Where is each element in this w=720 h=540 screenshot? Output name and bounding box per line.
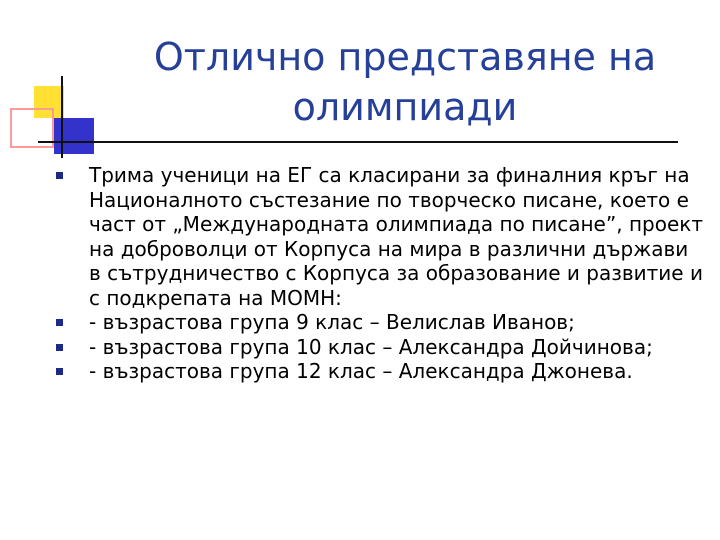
bullet-item xyxy=(54,163,704,310)
square-bullet-icon xyxy=(56,319,63,326)
title-divider-line xyxy=(38,141,678,143)
bullet-text: - възрастова група 9 клас – Велислав Иванов; xyxy=(89,310,575,334)
slide-title: Отлично представяне на олимпиади xyxy=(153,35,657,129)
bullet-text: - възрастова група 10 клас – Александра Дойчинова; xyxy=(89,334,653,359)
square-bullet-icon xyxy=(56,344,63,351)
decor-vertical-line xyxy=(61,76,63,158)
square-bullet-icon xyxy=(56,368,63,375)
decor-blue-square xyxy=(54,118,94,154)
bullet-item xyxy=(54,310,704,335)
bullet-item xyxy=(54,359,704,384)
bullet-item xyxy=(54,335,704,360)
bullet-text: Трима ученици на ЕГ са класирани за финалния кръг на Националното състезание по творческо писане, което е част от „Международната олимпиада по писане”, проект на доброволци от Корпуса на мира в различни държави в сътрудничество с Корпуса за образование и развитие и с подкрепата на МОМН: xyxy=(89,163,703,310)
bullet-text: - възрастова група 12 клас – Александра Джонева. xyxy=(89,359,633,383)
square-bullet-icon xyxy=(56,172,63,179)
bullet-list xyxy=(54,163,704,384)
